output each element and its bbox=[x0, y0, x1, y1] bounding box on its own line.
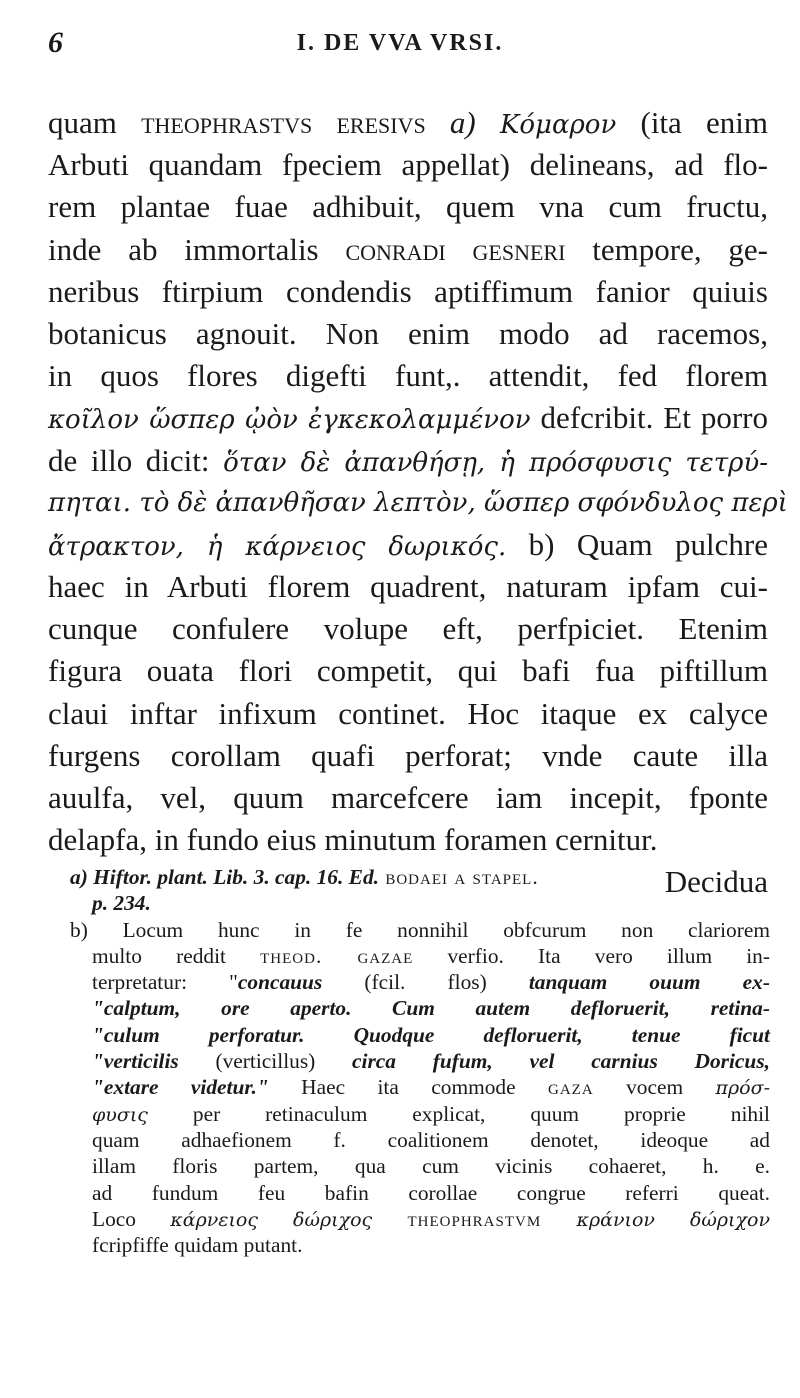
text-line: Arbuti quandam fpeciem appellat) delineans, ad flo- bbox=[48, 147, 768, 183]
page-number: 6 bbox=[48, 26, 63, 59]
footnote-b-line: "verticilis (verticillus) circa fufum, vel carnius Doricus, bbox=[92, 1049, 770, 1074]
text-line: furgens corollam quafi perforat; vnde caute illa bbox=[48, 737, 768, 773]
text-line: figura ouata flori competit, qui bafi fua piftillum bbox=[48, 653, 768, 689]
text-line: quam theophrastvs eresivs a) Κόμαρον (ita enim bbox=[48, 105, 769, 140]
footnotes bbox=[48, 864, 770, 1258]
author-name: theophrastvs eresivs bbox=[141, 105, 426, 140]
greek-text: κοῖλον ὥσπερ ᾠὸν ἐγκεκολαμμένον bbox=[48, 405, 531, 436]
footnote-b-line: "extare videtur." Haec ita commode gaza vocem πρόσ- bbox=[92, 1075, 770, 1100]
footnote-b-line: fcripfiffe quidam putant. bbox=[92, 1233, 303, 1258]
footnote-b-line: terpretatur: "concauus (fcil. flos) tanquam ouum ex- bbox=[92, 970, 770, 995]
footnote-a-line: p. 234. bbox=[92, 891, 151, 916]
running-title: I. DE VVA VRSI. bbox=[296, 30, 504, 56]
footnote-b-line: Loco κάρνειος δώριχος theophrastvm κράνιον δώριχον bbox=[92, 1206, 770, 1231]
text-line: de illo dicit: ὅταν δὲ ἀπανθήσῃ, ἡ πρόσφυσις τετρύ- bbox=[48, 442, 769, 478]
page-header bbox=[0, 26, 800, 66]
text-line: claui inftar infixum continet. Hoc itaque ex calyce bbox=[48, 695, 768, 731]
text-line: botanicus agnouit. Non enim modo ad racemos, bbox=[48, 315, 768, 351]
footnote-b-line: φυσις per retinaculum explicat, quum proprie nihil bbox=[92, 1101, 770, 1126]
footnote-b-line: "calptum, ore aperto. Cum autem defloruerit, retina- bbox=[92, 996, 770, 1021]
greek-text: Κόμαρον bbox=[499, 110, 617, 140]
text-line: haec in Arbuti florem quadrent, naturam ipfam cui- bbox=[48, 569, 768, 605]
greek-text: ἄτρακτον, ἡ κάρνειος δωρικός. bbox=[48, 531, 507, 562]
catchword: Decidua bbox=[664, 864, 768, 900]
greek-text: ὅταν δὲ ἀπανθήσῃ, ἡ πρόσφυσις τετρύ- bbox=[223, 447, 769, 478]
footnote-ref: a) bbox=[425, 105, 500, 140]
footnote-b-line: quam adhaefionem f. coalitionem denotet, ideoque ad bbox=[92, 1127, 770, 1152]
text-line: κοῖλον ὥσπερ ᾠὸν ἐγκεκολαμμένον defcribit. Et porro bbox=[48, 400, 769, 436]
text-line: ἄτρακτον, ἡ κάρνειος δωρικός. b) Quam pulchre bbox=[48, 526, 768, 562]
author-name: conradi gesneri bbox=[345, 231, 566, 267]
text-line: neribus ftirpium condendis aptiffimum fanior quiuis bbox=[48, 273, 768, 309]
footnote-b-line: ad fundum feu bafin corollae congrue referri queat. bbox=[92, 1180, 770, 1205]
text-line: auulfa, vel, quum marcefcere iam incepit, fponte bbox=[48, 780, 768, 815]
text-line: rem plantae fuae adhibuit, quem vna cum fructu, bbox=[48, 189, 768, 225]
footnote-b: b) Locum hunc in fe nonnihil obfcurum non clariorem bbox=[70, 917, 770, 942]
text-line: in quos flores digefti funt,. attendit, fed florem bbox=[48, 358, 768, 394]
text-line: delapfa, in fundo eius minutum foramen cernitur. bbox=[48, 822, 658, 858]
text-line: inde ab immortalis conradi gesneri tempore, ge- bbox=[48, 231, 768, 267]
footnote-a: a) Hiftor. plant. Lib. 3. cap. 16. Ed. bodaei a stapel. bbox=[70, 865, 539, 889]
main-text bbox=[48, 102, 788, 904]
text-line: cunque confulere volupe eft, perfpiciet. Etenim bbox=[48, 611, 768, 647]
footnote-b-line: illam floris partem, qua cum vicinis cohaeret, h. e. bbox=[92, 1154, 770, 1179]
greek-text-line: πηται. τὸ δὲ ἀπανθῆσαν λεπτὸν, ὥσπερ σφόνδυλος περὶ bbox=[48, 487, 788, 518]
footnote-b-line: multo reddit theod. gazae verfio. Ita vero illum in- bbox=[92, 943, 771, 968]
footnote-b-line: "culum perforatur. Quodque defloruerit, tenue ficut bbox=[92, 1022, 770, 1047]
